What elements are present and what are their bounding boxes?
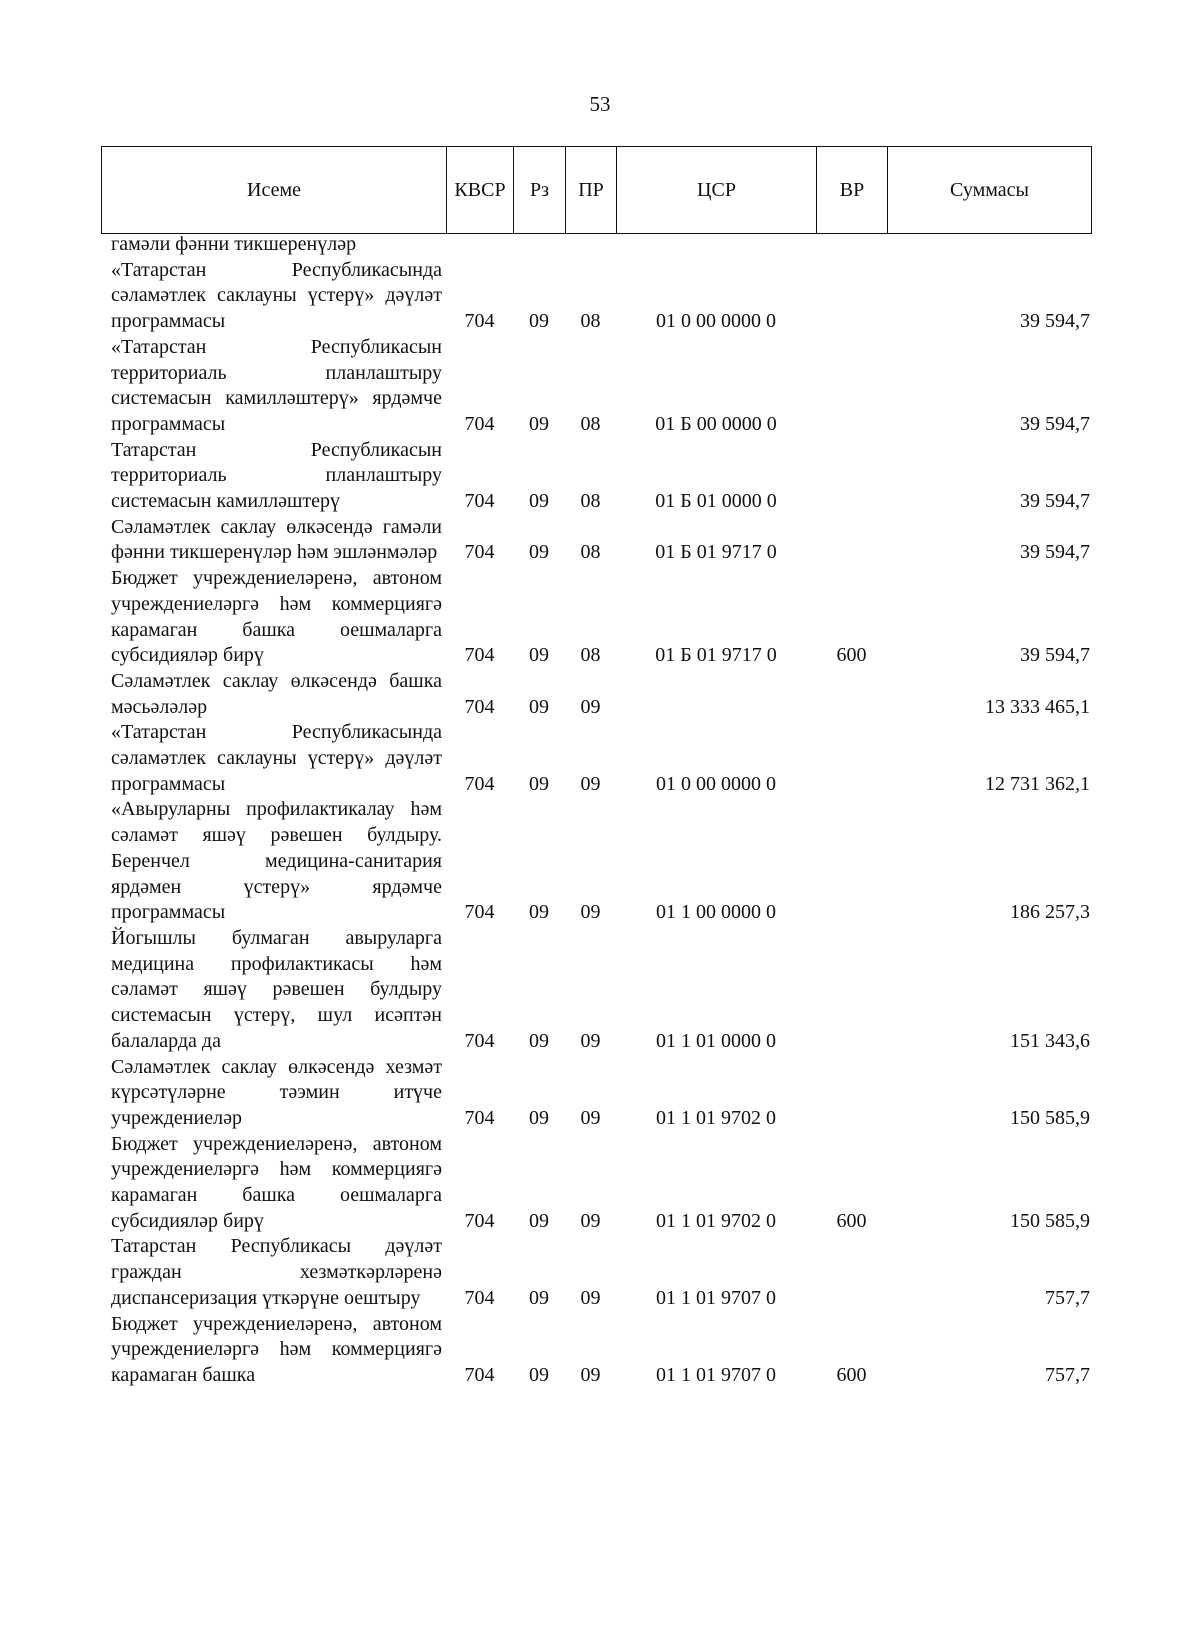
cell-name: Бюджет учреждениеләренә, автоном учреждениеләргә һәм коммерциягә карамаган башка оешмаларга субсидияләр бирү	[111, 1132, 442, 1232]
cell-rz: 09	[529, 1029, 549, 1052]
cell-name: «Татарстан Республикасын территориаль планлаштыру системасын камилләштерү» ярдәмче программасы	[111, 335, 442, 435]
cell-csr: 01 0 00 0000 0	[656, 772, 776, 795]
header-csr: ЦСР	[617, 147, 817, 234]
cell-pr: 08	[580, 644, 601, 667]
cell-csr: 01 1 01 9702 0	[656, 1209, 776, 1232]
cell-csr: 01 1 00 0000 0	[656, 901, 776, 924]
cell-csr: 01 Б 01 9717 0	[655, 644, 777, 667]
header-vr: ВР	[817, 147, 888, 234]
cell-name: Сәламәтлек саклау өлкәсендә башка мәсьәләләр	[111, 669, 442, 718]
cell-sum: 39 594,7	[1020, 644, 1090, 667]
table-header	[101, 146, 1092, 234]
cell-sum: 39 594,7	[1020, 412, 1090, 435]
cell-name: гамәли фәнни тикшеренүләр	[111, 233, 357, 255]
cell-pr: 09	[580, 1286, 601, 1309]
page-number: 53	[589, 92, 611, 116]
cell-kvsr: 704	[464, 772, 495, 795]
cell-rz: 09	[529, 901, 549, 924]
cell-sum: 186 257,3	[1010, 901, 1090, 924]
cell-vr	[816, 797, 887, 926]
cell-rz: 09	[529, 412, 549, 435]
cell-rz: 09	[529, 310, 549, 333]
cell-sum: 39 594,7	[1020, 310, 1090, 333]
table-row	[111, 720, 1090, 797]
cell-sum: 39 594,7	[1020, 490, 1090, 513]
cell-csr: 01 1 01 9707 0	[656, 1363, 776, 1386]
cell-sum: 757,7	[1045, 1286, 1090, 1309]
cell-vr	[816, 669, 887, 720]
table-row	[111, 1234, 1090, 1311]
cell-vr	[816, 438, 887, 515]
cell-name: Бюджет учреждениеләренә, автоном учреждениеләргә һәм коммерциягә карамаган башка	[111, 1312, 442, 1386]
cell-name: Бюджет учреждениеләренә, автоном учреждениеләргә һәм коммерциягә карамаган башка оешмаларга субсидияләр бирү	[111, 567, 442, 667]
cell-pr: 09	[580, 1106, 601, 1129]
table-row	[111, 1055, 1090, 1132]
cell-sum	[887, 232, 1090, 258]
cell-kvsr: 704	[464, 1029, 495, 1052]
table-row	[111, 335, 1090, 438]
cell-pr: 09	[580, 1029, 601, 1052]
cell-name: «Авыруларны профилактикалау һәм сәламәт яшәү рәвешен булдыру. Беренчел медицина-санитария ярдәмен үстерү» ярдәмче программасы	[111, 798, 442, 924]
cell-kvsr: 704	[464, 1363, 495, 1386]
cell-pr: 08	[580, 412, 601, 435]
table-row	[111, 258, 1090, 335]
cell-kvsr: 704	[464, 541, 495, 564]
cell-vr	[816, 926, 887, 1055]
header-sum: Суммасы	[888, 147, 1092, 234]
cell-rz	[513, 232, 565, 258]
table-row	[111, 797, 1090, 926]
cell-vr: 600	[836, 644, 867, 667]
cell-vr: 600	[836, 1209, 867, 1232]
cell-csr: 01 Б 01 9717 0	[655, 541, 777, 564]
cell-pr: 09	[580, 1209, 601, 1232]
cell-name: Татарстан Республикасы дәүләт граждан хезмәткәрләренә диспансеризация үткәрүне оештыру	[111, 1235, 442, 1309]
cell-kvsr: 704	[464, 1106, 495, 1129]
cell-name: Татарстан Республикасын территориаль планлаштыру системасын камилләштерү	[111, 438, 442, 513]
cell-rz: 09	[529, 541, 549, 564]
cell-sum: 13 333 465,1	[985, 695, 1090, 718]
cell-sum: 757,7	[1045, 1363, 1090, 1386]
cell-csr: 01 0 00 0000 0	[656, 310, 776, 333]
cell-pr: 08	[580, 310, 601, 333]
cell-pr	[565, 232, 616, 258]
cell-kvsr: 704	[464, 1209, 495, 1232]
cell-vr	[816, 232, 887, 258]
cell-pr: 08	[580, 490, 601, 513]
header-rz: Рз	[514, 147, 566, 234]
cell-kvsr: 704	[464, 644, 495, 667]
cell-kvsr: 704	[464, 901, 495, 924]
cell-rz: 09	[529, 695, 549, 718]
table-row	[111, 1132, 1090, 1235]
table-body	[111, 232, 1090, 1389]
cell-vr	[816, 1055, 887, 1132]
cell-csr: 01 1 01 9702 0	[656, 1106, 776, 1129]
table-row	[111, 438, 1090, 515]
cell-vr	[816, 335, 887, 438]
table-row	[111, 926, 1090, 1055]
cell-sum: 150 585,9	[1010, 1106, 1090, 1129]
cell-rz: 09	[529, 1106, 549, 1129]
cell-csr: 01 Б 00 0000 0	[655, 412, 777, 435]
cell-csr: 01 1 01 9707 0	[656, 1286, 776, 1309]
cell-kvsr	[446, 232, 513, 258]
header-kvsr: КВСР	[447, 147, 514, 234]
cell-vr: 600	[836, 1363, 867, 1386]
cell-csr	[616, 669, 816, 720]
cell-kvsr: 704	[464, 490, 495, 513]
cell-csr	[616, 232, 816, 258]
cell-rz: 09	[529, 490, 549, 513]
cell-pr: 08	[580, 541, 601, 564]
cell-name: «Татарстан Республикасында сәламәтлек саклауны үстерү» дәүләт программасы	[111, 721, 442, 795]
cell-rz: 09	[529, 772, 549, 795]
cell-sum: 151 343,6	[1010, 1029, 1090, 1052]
cell-vr	[816, 1234, 887, 1311]
cell-sum: 12 731 362,1	[985, 772, 1090, 795]
table-row	[111, 232, 1090, 258]
cell-rz: 09	[529, 644, 549, 667]
table-row	[111, 1312, 1090, 1389]
cell-csr: 01 1 01 0000 0	[656, 1029, 776, 1052]
cell-pr: 09	[580, 901, 601, 924]
header-pr: ПР	[566, 147, 617, 234]
cell-kvsr: 704	[464, 1286, 495, 1309]
cell-vr	[816, 258, 887, 335]
cell-pr: 09	[580, 695, 601, 718]
table-row	[111, 515, 1090, 566]
cell-vr	[816, 515, 887, 566]
header-name: Исеме	[102, 147, 447, 234]
cell-kvsr: 704	[464, 412, 495, 435]
cell-pr: 09	[580, 1363, 601, 1386]
cell-rz: 09	[529, 1363, 549, 1386]
cell-name: Сәламәтлек саклау өлкәсендә гамәли фәнни тикшеренүләр һәм эшләнмәләр	[111, 515, 442, 564]
table-row	[111, 566, 1090, 669]
cell-rz: 09	[529, 1286, 549, 1309]
cell-sum: 39 594,7	[1020, 541, 1090, 564]
cell-vr	[816, 720, 887, 797]
cell-sum: 150 585,9	[1010, 1209, 1090, 1232]
cell-name: Йогышлы булмаган авыруларга медицина профилактикасы һәм сәламәт яшәү рәвешен булдыру системасын үстерү, шул исәптән балаларда да	[111, 926, 442, 1052]
cell-csr: 01 Б 01 0000 0	[655, 490, 777, 513]
cell-name: Сәламәтлек саклау өлкәсендә хезмәт күрсәтүләрне тәэмин итүче учреждениеләр	[111, 1055, 442, 1129]
cell-pr: 09	[580, 772, 601, 795]
cell-kvsr: 704	[464, 695, 495, 718]
cell-name: «Татарстан Республикасында сәламәтлек саклауны үстерү» дәүләт программасы	[111, 258, 442, 333]
cell-kvsr: 704	[464, 310, 495, 333]
cell-rz: 09	[529, 1209, 549, 1232]
table-row	[111, 669, 1090, 720]
